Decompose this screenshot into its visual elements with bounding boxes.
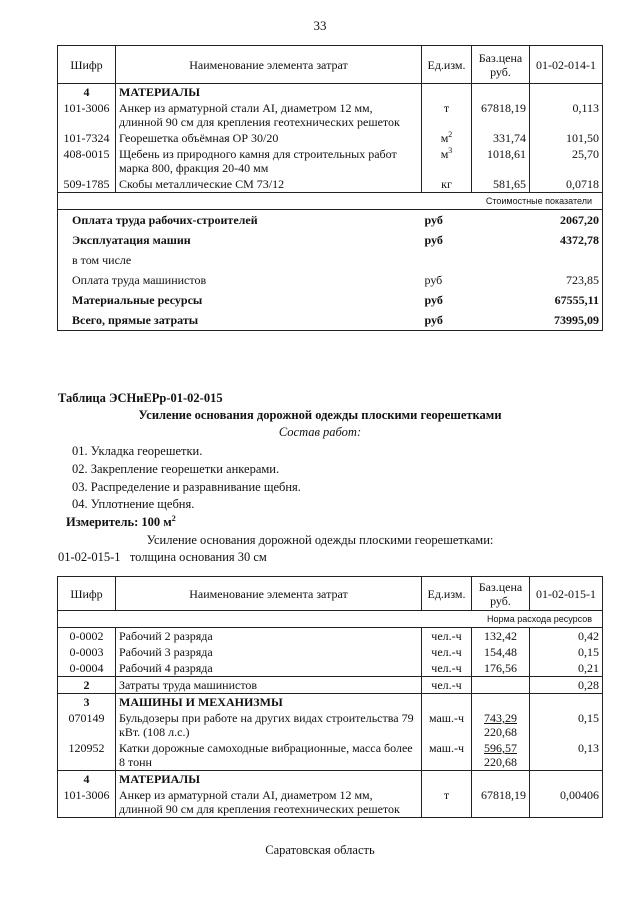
variant-code: 01-02-015-1 (58, 550, 121, 564)
row-unit: кг (422, 176, 472, 193)
summary-row (58, 230, 603, 250)
row-price: 67818,19 (472, 100, 530, 130)
norm-caption: Норма расхода ресурсов (116, 611, 603, 628)
row-value: 0,42 (530, 628, 603, 645)
summary-row (58, 270, 603, 290)
work-item: 02. Закрепление георешетки анкерами. (72, 462, 280, 476)
summary-unit: руб (422, 310, 472, 331)
norm-caption-row (58, 611, 603, 628)
row-name: Рабочий 3 разряда (116, 644, 422, 660)
work-item: 03. Распределение и разравнивание щебня. (72, 480, 301, 494)
section-num: 4 (58, 84, 116, 101)
section-row-machines (58, 694, 603, 711)
summary-value: 67555,11 (530, 290, 603, 310)
row-name: Щебень из природного камня для строительных работ марка 800, фракция 20-40 мм (116, 146, 422, 176)
summary-row (58, 310, 603, 331)
row-price: 743,29 220,68 (472, 710, 530, 740)
row-name: Анкер из арматурной стали AI, диаметром 12 мм, длинной 90 см для крепления геотехнических решеток (116, 100, 422, 130)
row-value: 101,50 (530, 130, 603, 146)
row-name: Бульдозеры при работе на других видах строительства 79 кВт. (108 л.с.) (116, 710, 422, 740)
table-row (58, 644, 603, 660)
row-name: Скобы металлические СМ 73/12 (116, 176, 422, 193)
summary-value: 73995,09 (530, 310, 603, 331)
row-code: 101-7324 (58, 130, 116, 146)
row-price: 331,74 (472, 130, 530, 146)
row-unit: чел.-ч (422, 644, 472, 660)
summary-label: Материальные ресурсы (58, 290, 422, 310)
row-price: 176,56 (472, 660, 530, 677)
row-unit: $м^3$ (422, 146, 472, 176)
row-code: 070149 (58, 710, 116, 740)
row-name: Катки дорожные самоходные вибрационные, масса более 8 тонн (116, 740, 422, 771)
header-code: Шифр (58, 46, 116, 84)
row-value: 0,113 (530, 100, 603, 130)
table-row (58, 628, 603, 645)
row-price: 132,42 (472, 628, 530, 645)
table-row (58, 740, 603, 771)
row-code: 2 (58, 677, 116, 694)
summary-unit: руб (424, 233, 443, 247)
summary-value: 4372,78 (530, 230, 603, 250)
table-row (58, 176, 603, 193)
summary-label: Оплата труда машинистов (58, 270, 422, 290)
row-unit: маш.-ч (422, 740, 472, 771)
row-code: 120952 (58, 740, 116, 771)
header-name: Наименование элемента затрат (116, 577, 422, 611)
section-num: 3 (58, 694, 116, 711)
work-item: 04. Уплотнение щебня. (72, 497, 195, 511)
row-value: 0,21 (530, 660, 603, 677)
header-price: Баз.цена руб. (472, 577, 530, 611)
row-value: 0,13 (530, 740, 603, 771)
variant-line (58, 550, 267, 565)
summary-value: 2067,20 (530, 210, 603, 231)
page-footer: Саратовская область (265, 843, 375, 857)
row-price: 67818,19 (472, 787, 530, 818)
section-title: МАШИНЫ И МЕХАНИЗМЫ (116, 694, 422, 711)
variant-description: Усиление основания дорожной одежды плоскими георешетками: (146, 533, 494, 547)
header-norm-code: 01-02-014-1 (530, 46, 603, 84)
row-code: 0-0002 (58, 628, 116, 645)
row-value: 0,15 (530, 644, 603, 660)
row-unit: чел.-ч (422, 628, 472, 645)
summary-unit: руб (424, 213, 443, 227)
row-code: 408-0015 (58, 146, 116, 176)
header-unit: Ед.изм. (422, 577, 472, 611)
header-price: Баз.цена руб. (472, 46, 530, 84)
work-item: 01. Укладка георешетки. (72, 444, 203, 458)
section-title: МАТЕРИАЛЫ (116, 84, 422, 101)
resource-table-01-02-015 (57, 576, 603, 818)
row-unit: $м^2$ (422, 130, 472, 146)
row-unit: маш.-ч (422, 710, 472, 740)
row-code: 101-3006 (58, 100, 116, 130)
row-code: 0-0003 (58, 644, 116, 660)
row-unit: т (422, 100, 472, 130)
section-row-materials (58, 771, 603, 788)
row-name: Затраты труда машинистов (116, 677, 422, 694)
row-code: 0-0004 (58, 660, 116, 677)
table-row (58, 787, 603, 818)
row-value: 25,70 (530, 146, 603, 176)
operator-labor-row (58, 677, 603, 694)
summary-row (58, 250, 603, 270)
row-price: 596,57 220,68 (472, 740, 530, 771)
summary-label: в том числе (58, 250, 422, 270)
row-code: 101-3006 (58, 787, 116, 818)
summary-value: 723,85 (530, 270, 603, 290)
section-num: 4 (58, 771, 116, 788)
summary-label: Эксплуатация машин (58, 230, 422, 250)
table-subtitle: Усиление основания дорожной одежды плоскими георешетками (138, 408, 502, 422)
table-row (58, 146, 603, 176)
row-name: Анкер из арматурной стали AI, диаметром 12 мм, длинной 90 см для крепления геотехнических решеток (116, 787, 422, 818)
table-header-row (58, 46, 603, 84)
table-row (58, 100, 603, 130)
row-price (472, 677, 530, 694)
row-value: 0,15 (530, 710, 603, 740)
row-unit: чел.-ч (422, 660, 472, 677)
page-number: 33 (313, 18, 327, 33)
summary-unit: руб (424, 273, 443, 287)
variant-text: толщина основания 30 см (129, 550, 267, 564)
measure-unit: Измеритель: 100 $м^2$ (66, 513, 176, 529)
section-row-materials (58, 84, 603, 101)
row-unit: т (422, 787, 472, 818)
row-value: 0,0718 (530, 176, 603, 193)
section-title: МАТЕРИАЛЫ (116, 771, 422, 788)
row-name: Рабочий 2 разряда (116, 628, 422, 645)
cost-caption-row (58, 193, 603, 210)
composition-title: Состав работ: (278, 425, 362, 439)
cost-caption: Стоимостные показатели (58, 193, 603, 210)
header-name: Наименование элемента затрат (116, 46, 422, 84)
summary-row (58, 290, 603, 310)
row-price: 154,48 (472, 644, 530, 660)
summary-label: Всего, прямые затраты (58, 310, 422, 331)
row-value: 0,00406 (530, 787, 603, 818)
table-row (58, 710, 603, 740)
table-row (58, 660, 603, 677)
row-unit: чел.-ч (422, 677, 472, 694)
header-code: Шифр (58, 577, 116, 611)
row-value: 0,28 (530, 677, 603, 694)
summary-label: Оплата труда рабочих-строителей (58, 210, 422, 231)
summary-row (58, 210, 603, 231)
row-name: Георешетка объёмная ОР 30/20 (116, 130, 422, 146)
header-norm-code: 01-02-015-1 (530, 577, 603, 611)
row-price: 1018,61 (472, 146, 530, 176)
table-title: Таблица ЭСНиЕРр-01-02-015 (58, 391, 223, 405)
table-header-row (58, 577, 603, 611)
table-row (58, 130, 603, 146)
resource-table-01-02-014 (57, 45, 603, 331)
summary-unit: руб (424, 293, 443, 307)
row-price: 581,65 (472, 176, 530, 193)
row-code: 509-1785 (58, 176, 116, 193)
row-name: Рабочий 4 разряда (116, 660, 422, 677)
header-unit: Ед.изм. (422, 46, 472, 84)
